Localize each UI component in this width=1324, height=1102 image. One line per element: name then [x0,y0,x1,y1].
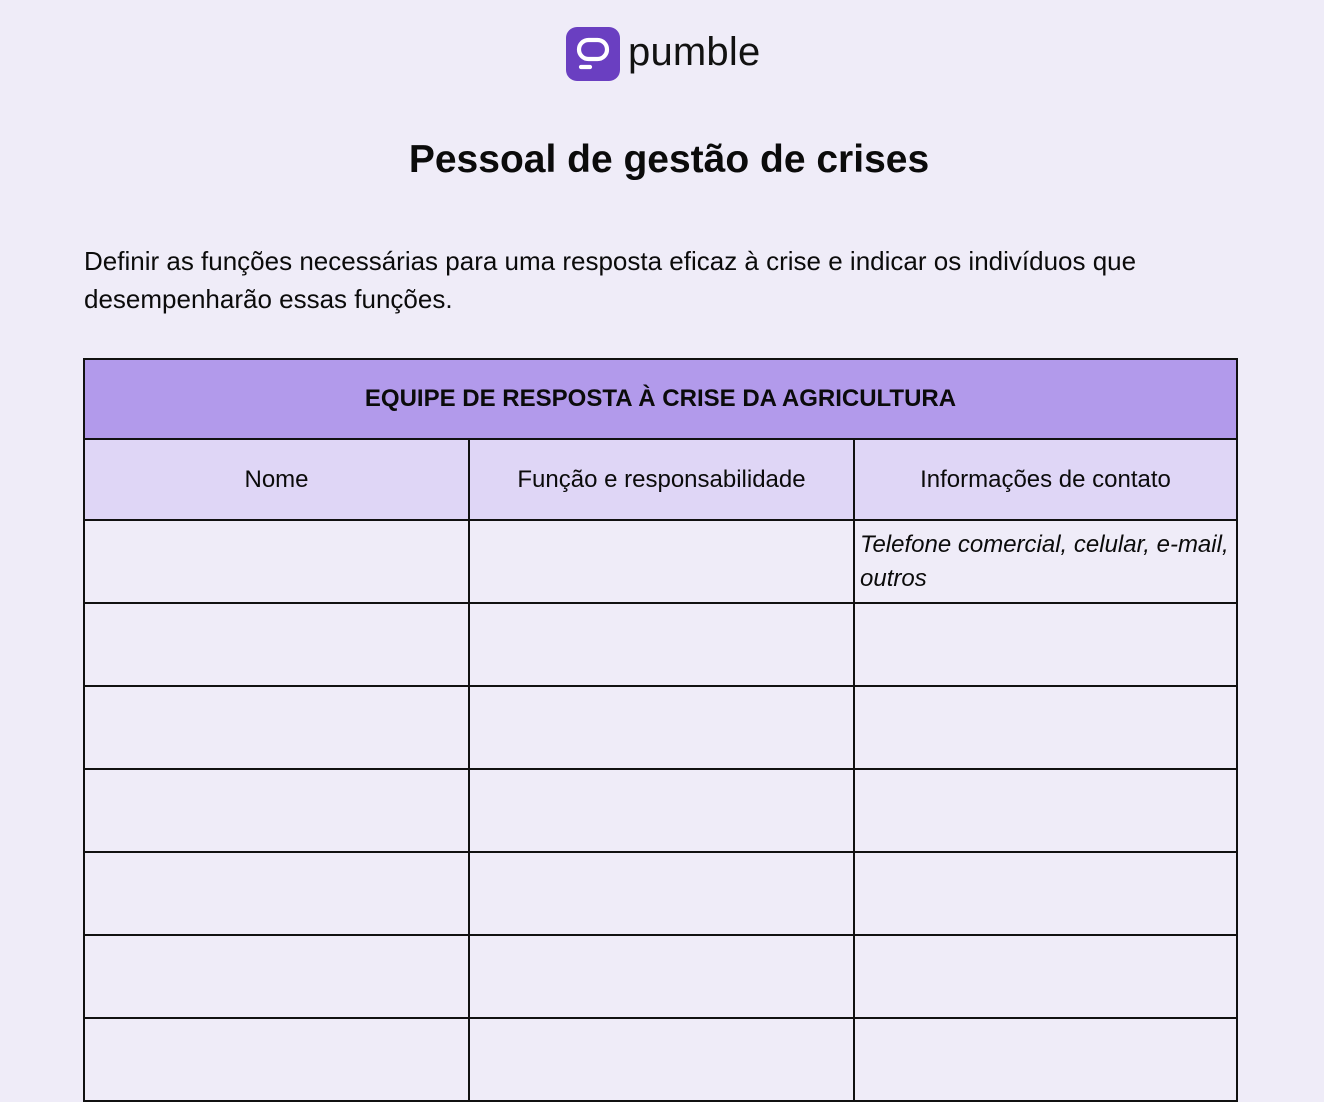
table-row [84,686,1237,769]
contact-cell[interactable] [854,603,1237,686]
table-row [84,852,1237,935]
pumble-logo-icon [566,27,620,81]
table-row [84,520,1237,603]
name-cell[interactable] [84,935,469,1018]
role-cell[interactable] [469,935,854,1018]
contact-cell[interactable] [854,520,1237,603]
role-cell[interactable] [469,769,854,852]
table-title-row [84,359,1237,439]
name-cell[interactable] [84,852,469,935]
name-cell[interactable] [84,686,469,769]
pumble-wordmark: pumble [628,30,761,74]
contact-cell[interactable] [854,852,1237,935]
column-header-name: Nome [84,439,469,520]
table-row [84,769,1237,852]
pumble-logo [566,27,760,81]
role-cell[interactable] [469,852,854,935]
role-cell[interactable] [469,520,854,603]
column-header-role: Função e responsabilidade [469,439,854,520]
contact-cell[interactable] [854,935,1237,1018]
column-header-contact: Informações de contato [854,439,1237,520]
contact-cell[interactable] [854,1018,1237,1101]
role-cell[interactable] [469,1018,854,1101]
role-cell[interactable] [469,603,854,686]
table-row [84,603,1237,686]
name-cell[interactable] [84,520,469,603]
role-cell[interactable] [469,686,854,769]
name-cell[interactable] [84,769,469,852]
table-title: EQUIPE DE RESPOSTA À CRISE DA AGRICULTURA [84,359,1237,439]
table-row [84,935,1237,1018]
name-cell[interactable] [84,1018,469,1101]
crisis-team-table [83,358,1238,1102]
name-cell[interactable] [84,603,469,686]
contact-hint: Telefone comercial, celular, e-mail, outros [860,531,1229,592]
page-title: Pessoal de gestão de crises [408,138,930,181]
intro-paragraph: Definir as funções necessárias para uma resposta eficaz à crise e indicar os indivíduos que desempenharão essas funções. [84,246,1137,314]
column-header-row [84,439,1237,520]
table-row [84,1018,1237,1101]
contact-cell[interactable] [854,769,1237,852]
contact-cell[interactable] [854,686,1237,769]
